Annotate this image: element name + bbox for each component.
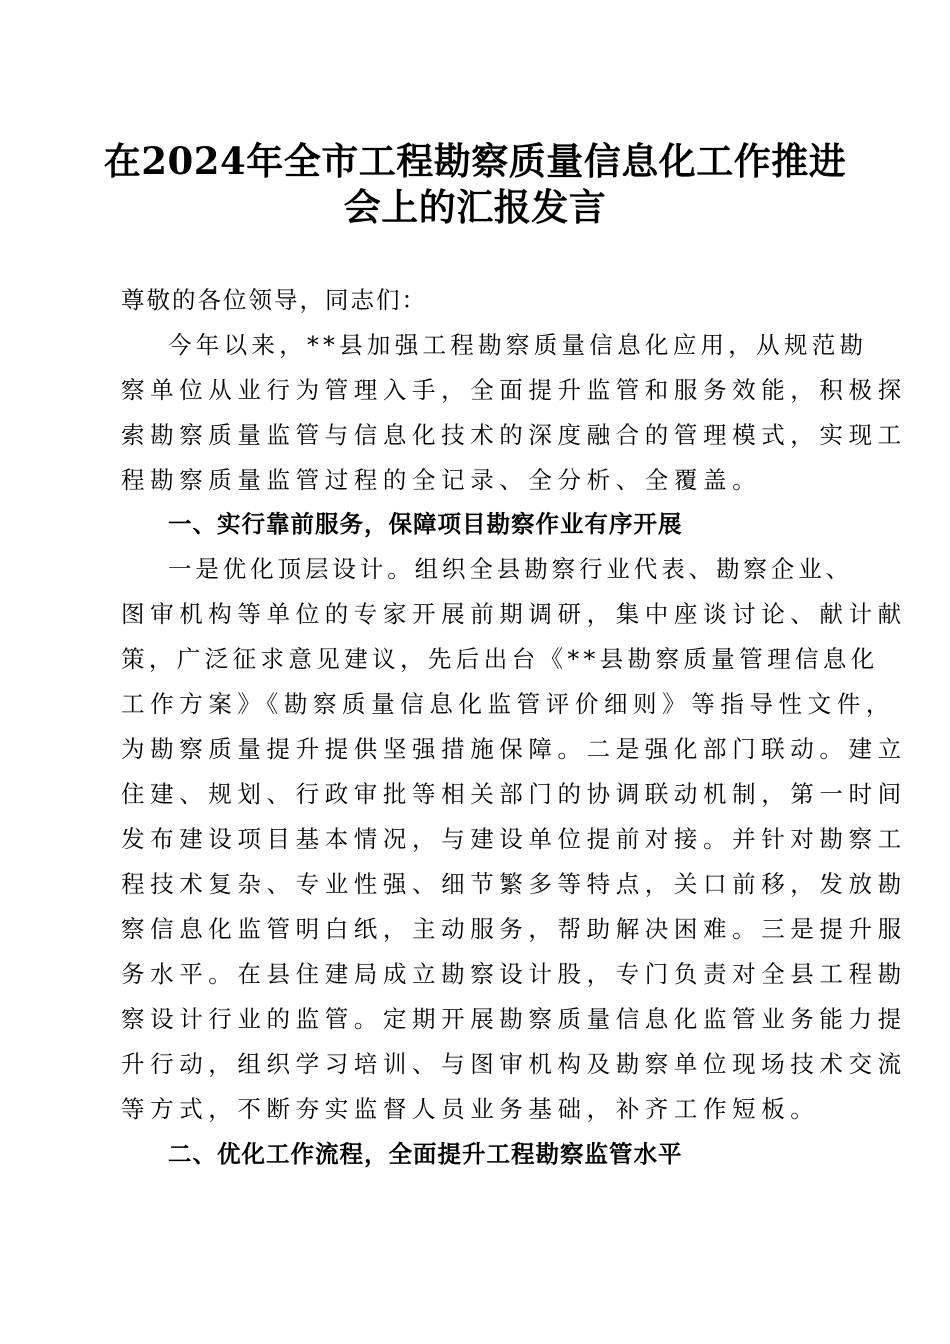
paragraph-line: 工作方案》《勘察质量信息化监管评价细则》等指导性文件， bbox=[121, 690, 895, 718]
paragraph-line: 升行动，组织学习培训、与图审机构及勘察单位现场技术交流 bbox=[121, 1050, 907, 1078]
paragraph-line: 察设计行业的监管。定期开展勘察质量信息化监管业务能力提 bbox=[121, 1005, 907, 1033]
paragraph-line: 索勘察质量监管与信息化技术的深度融合的管理模式，实现工 bbox=[121, 421, 907, 449]
paragraph-line: 为勘察质量提升提供坚强措施保障。二是强化部门联动。建立 bbox=[121, 735, 907, 763]
paragraph-line: 察单位从业行为管理入手，全面提升监管和服务效能，积极探 bbox=[121, 376, 907, 404]
paragraph-line: 察信息化监管明白纸，主动服务，帮助解决困难。三是提升服 bbox=[121, 915, 907, 943]
paragraph-line: 等方式，不断夯实监督人员业务基础，补齐工作短板。 bbox=[121, 1095, 820, 1123]
paragraph-line: 务水平。在县住建局成立勘察设计股，专门负责对全县工程勘 bbox=[121, 960, 907, 988]
paragraph-line: 策，广泛征求意见建议，先后出台《**县勘察质量管理信息化 bbox=[121, 645, 879, 673]
paragraph-line: 图审机构等单位的专家开展前期调研，集中座谈讨论、献计献 bbox=[121, 600, 907, 628]
paragraph-line: 程技术复杂、专业性强、细节繁多等特点，关口前移，发放勘 bbox=[121, 870, 907, 898]
document-title-line-2: 会上的汇报发言 bbox=[343, 185, 607, 229]
section-heading-2: 二、优化工作流程，全面提升工程勘察监管水平 bbox=[168, 1140, 683, 1168]
paragraph-line: 一是优化顶层设计。组织全县勘察行业代表、勘察企业、 bbox=[168, 555, 853, 583]
paragraph-line: 住建、规划、行政审批等相关部门的协调联动机制，第一时间 bbox=[121, 780, 907, 808]
document-title-line-1: 在2024年全市工程勘察质量信息化工作推进 bbox=[103, 139, 847, 183]
paragraph-line: 程勘察质量监管过程的全记录、全分析、全覆盖。 bbox=[121, 466, 762, 494]
salutation: 尊敬的各位领导，同志们： bbox=[121, 286, 427, 314]
paragraph-line: 今年以来，**县加强工程勘察质量信息化应用，从规范勘 bbox=[168, 331, 868, 359]
paragraph-line: 发布建设项目基本情况，与建设单位提前对接。并针对勘察工 bbox=[121, 825, 907, 853]
section-heading-1: 一、实行靠前服务，保障项目勘察作业有序开展 bbox=[168, 510, 683, 538]
